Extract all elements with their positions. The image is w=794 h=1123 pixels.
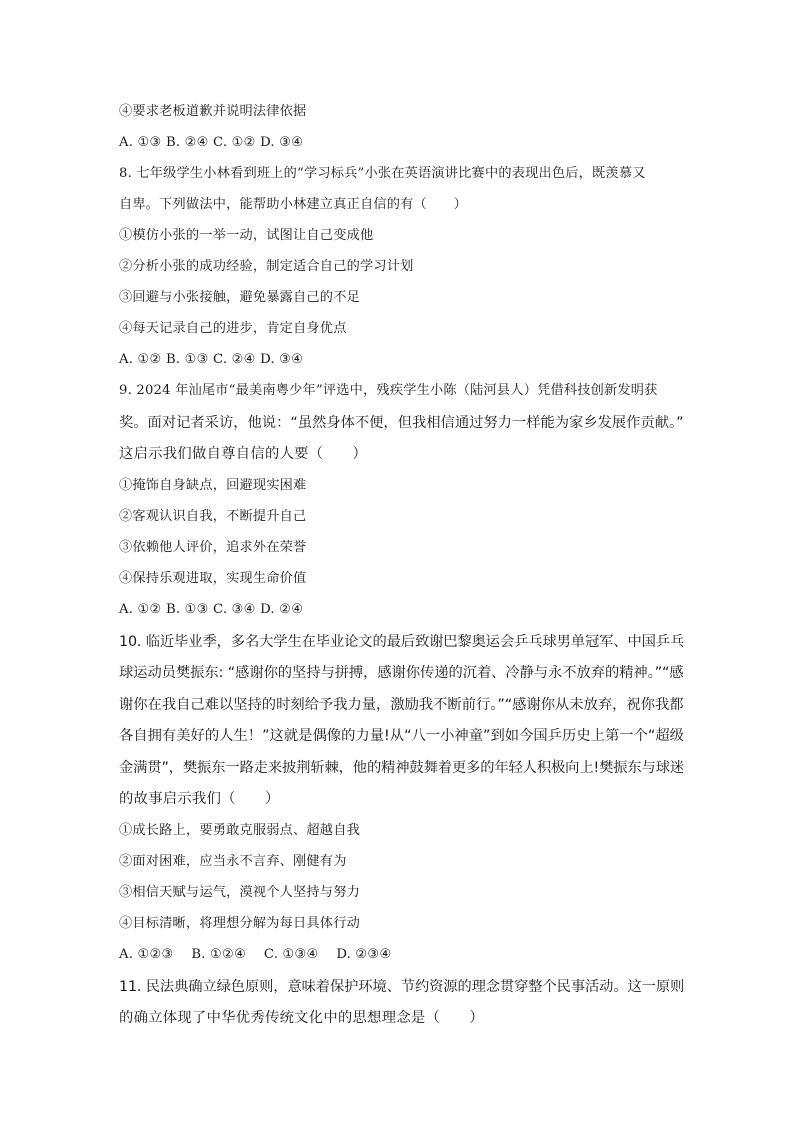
q10-stem-line-2: 球运动员樊振东: “感谢你的坚持与拼搏，感谢你传递的沉着、冷静与永不放弃的精神。”“感 bbox=[119, 665, 684, 681]
q8-option-1: ①模仿小张的一举一动，试图让自己变成他 bbox=[119, 228, 374, 243]
q7-answer-choices: A. ①③ B. ②④ C. ①② D. ③④ bbox=[119, 135, 304, 150]
q7-option-4: ④要求老板道歉并说明法律依据 bbox=[119, 104, 307, 119]
q10-stem-line-6: 的故事启示我们（ ） bbox=[119, 791, 280, 807]
q8-stem-line-1: 8. 七年级学生小林看到班上的“学习标兵”小张在英语演讲比赛中的表现出色后，既羡慕又 bbox=[119, 166, 646, 181]
q10-stem-line-4: 各自拥有美好的人生！”这就是偶像的力量!从“八一小神童”到如今国乒历史上第一个“超级 bbox=[119, 728, 684, 744]
q10-option-3: ③相信天赋与运气，漠视个人坚持与努力 bbox=[119, 885, 360, 900]
q9-option-1: ①掩饰自身缺点，回避现实困难 bbox=[119, 478, 307, 493]
q9-stem-line-2: 奖。面对记者采访，他说：“虽然身体不便，但我相信通过努力一样能为家乡发展作贡献。” bbox=[119, 415, 684, 431]
q10-stem-line-3: 谢你在我自己难以坚持的时刻给予我力量，激励我不断前行。”“感谢你从未放弃，祝你我都 bbox=[119, 697, 684, 713]
q9-option-3: ③依赖他人评价，追求外在荣誉 bbox=[119, 540, 307, 555]
q9-option-2: ②客观认识自我，不断提升自己 bbox=[119, 509, 307, 524]
q9-stem-line-1: 9. 2024 年汕尾市“最美南粤少年”评选中，残疾学生小陈（陆河县人）凭借科技创新发明获 bbox=[119, 383, 658, 398]
q8-stem-line-2: 自卑。下列做法中，能帮助小林建立真正自信的有（ ） bbox=[119, 197, 468, 212]
q9-option-4: ④保持乐观进取，实现生命价值 bbox=[119, 571, 307, 586]
q11-stem-line-2: 的确立体现了中华优秀传统文化中的思想理念是（ ） bbox=[119, 1010, 484, 1026]
q10-option-4: ④目标清晰，将理想分解为每日具体行动 bbox=[119, 916, 360, 931]
q8-option-3: ③回避与小张接触，避免暴露自己的不足 bbox=[119, 290, 360, 305]
q8-option-2: ②分析小张的成功经验，制定适合自己的学习计划 bbox=[119, 259, 414, 274]
q10-option-1: ①成长路上，要勇敢克服弱点、超越自我 bbox=[119, 823, 360, 838]
q8-option-4: ④每天记录自己的进步，肯定自身优点 bbox=[119, 321, 347, 336]
q10-option-2: ②面对困难，应当永不言弃、刚健有为 bbox=[119, 854, 347, 869]
q9-answer-choices: A. ①② B. ①③ C. ③④ D. ②④ bbox=[119, 602, 304, 617]
q9-stem-line-3: 这启示我们做自尊自信的人要（ ） bbox=[119, 446, 368, 462]
q10-stem-line-1: 10. 临近毕业季，多名大学生在毕业论文的最后致谢巴黎奥运会乒乓球男单冠军、中国乒乓 bbox=[119, 634, 685, 650]
q8-answer-choices: A. ①② B. ①③ C. ②④ D. ③④ bbox=[119, 352, 304, 367]
q10-answer-choices: A. ①②③ B. ①②④ C. ①③④ D. ②③④ bbox=[119, 947, 392, 962]
q11-stem-line-1: 11. 民法典确立绿色原则，意味着保护环境、节约资源的理念贯穿整个民事活动。这一原则 bbox=[119, 979, 685, 995]
q10-stem-line-5: 金满贯”，樊振东一路走来披荆斩棘，他的精神鼓舞着更多的年轻人积极向上!樊振东与球迷 bbox=[119, 760, 685, 776]
